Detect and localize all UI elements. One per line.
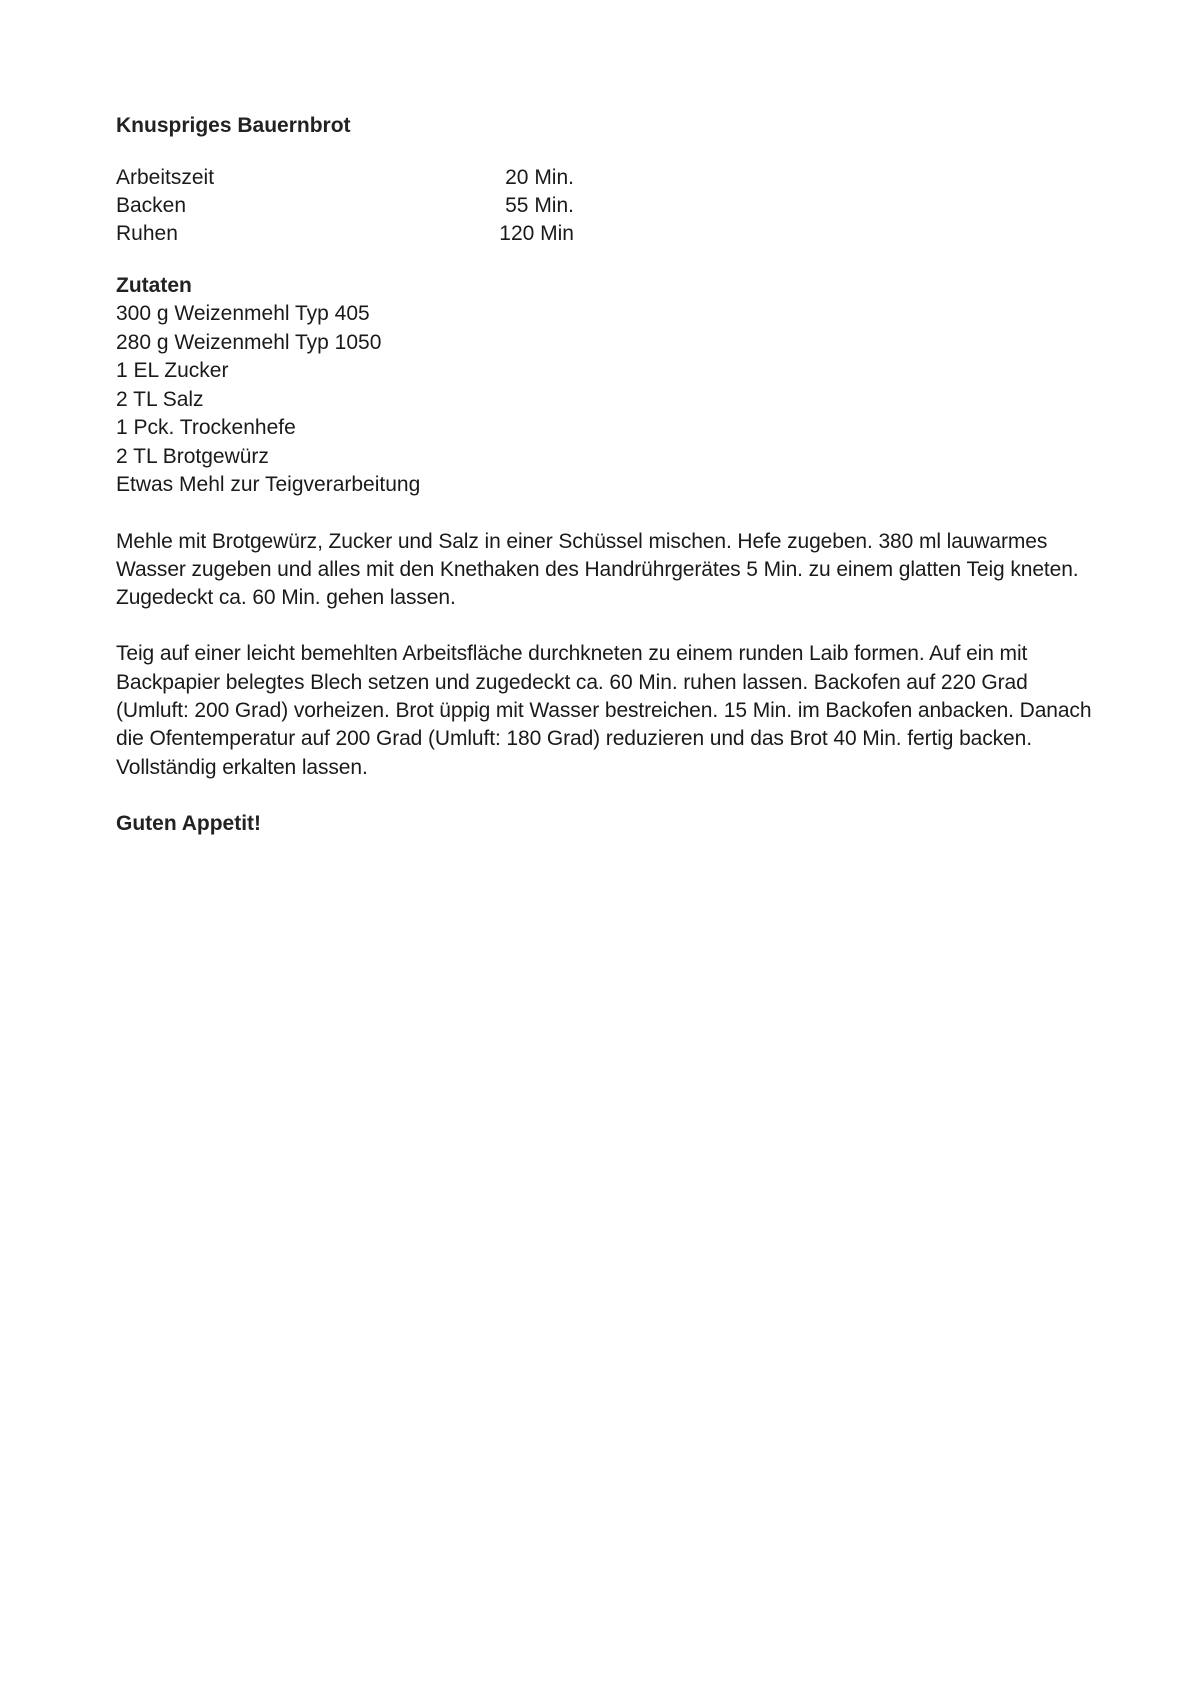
time-label: Backen (116, 194, 187, 217)
ingredient-item: Etwas Mehl zur Teigverarbeitung (116, 473, 421, 496)
instructions-paragraph-1: Mehle mit Brotgewürz, Zucker und Salz in einer Schüssel mischen. Hefe zugeben. 380 ml lauwarmes Wasser zugeben und alles mit den Knethaken des Handrührgerätes 5 Min. zu einem glatten Teig kneten. Zugedeckt ca. 60 Min. gehen lassen. (116, 529, 1079, 610)
recipe-page (116, 112, 1096, 838)
ingredient-item: 2 TL Brotgewürz (116, 444, 269, 468)
time-value: 20 Min. (505, 166, 574, 189)
ingredient-item: 300 g Weizenmehl Typ 405 (116, 302, 370, 325)
ingredients-heading: Zutaten (116, 274, 192, 297)
recipe-title: Knuspriges Bauernbrot (116, 114, 351, 137)
instructions-paragraph-2: Teig auf einer leicht bemehlten Arbeitsfläche durchkneten zu einem runden Laib formen. Auf ein mit Backpapier belegtes Blech setzen und zugedeckt ca. 60 Min. ruhen lassen. Backofen auf 220 Grad (Umluft: 200 Grad) vorheizen. Brot üppig mit Wasser bestreichen. 15 Min. im Backofen anbacken. Danach die Ofentemperatur auf 200 Grad (Umluft: 180 Grad) reduzieren und das Brot 40 Min. fertig backen. Vollständig erkalten lassen. (116, 642, 1092, 779)
closing-text: Guten Appetit! (116, 811, 262, 835)
time-value: 55 Min. (505, 194, 574, 217)
time-table (116, 164, 574, 248)
time-label: Arbeitszeit (116, 166, 215, 189)
time-value: 120 Min (499, 222, 574, 245)
ingredient-item: 2 TL Salz (116, 387, 204, 411)
ingredient-item: 280 g Weizenmehl Typ 1050 (116, 330, 382, 354)
time-row-arbeitszeit (116, 164, 574, 192)
ingredient-item: 1 EL Zucker (116, 359, 229, 382)
ingredient-item: 1 Pck. Trockenhefe (116, 416, 296, 439)
time-row-ruhen (116, 220, 574, 248)
ingredients-list (116, 300, 1096, 500)
time-label: Ruhen (116, 222, 178, 245)
time-row-backen (116, 192, 574, 220)
